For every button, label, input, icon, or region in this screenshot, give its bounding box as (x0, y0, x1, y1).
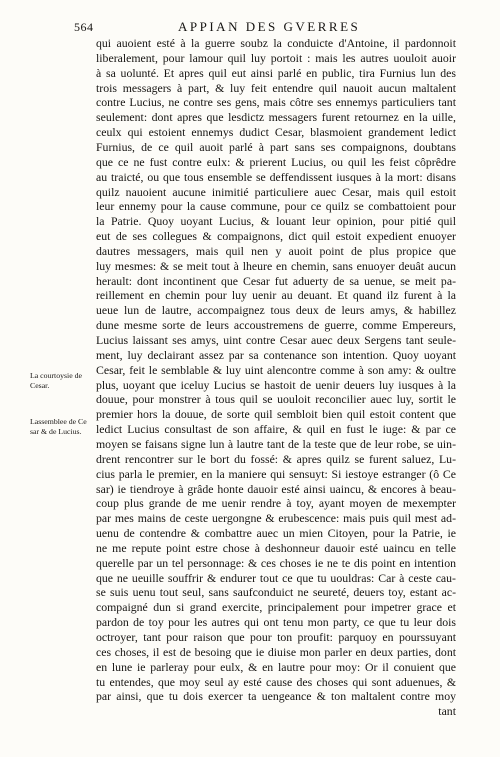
body-line: reillement en chemin pour luy uenir au deuant. Et quand ilz furent à la (96, 288, 456, 303)
body-line: querelle par un tel personnage: & ces choses ie ne te dis point en intention (96, 555, 456, 570)
body-line: ueue lun de lautre, accompaignez tous deux de leurs amys, & habillez (96, 303, 456, 318)
body-line: ment, luy declairant assez par sa contenance son intention. Quoy uoyant (96, 347, 456, 362)
body-line: douue, pour monstrer à tous quil se uouloit reconcilier auec luy, sortit le (96, 392, 456, 407)
body-line: dautres messagers, mais quil nen y auoit point de plus propice que (96, 243, 456, 258)
body-line: tu entendes, que moy seul ay esté cause des choses qui sont aduenues, & (96, 674, 456, 689)
body-line: au traicté, ou que tous ensemble se deffendissent iusques à la mort: disans (96, 169, 456, 184)
margin-note-line: sar & de Lucius. (30, 427, 82, 436)
body-line: contre Lucius, ne contre ses gens, mais côtre ses ennemys particuliers tant (96, 95, 456, 110)
body-line: en lune ie parleray pour eulx, & en lautre pour moy: Or il conuient que (96, 659, 456, 674)
body-line: seulement: dont apres que lesdictz messagers furent retournez en la uille, (96, 110, 456, 125)
body-line: liberalement, pour lamour quil luy portoit : mais les autres uouloit auoir (96, 50, 456, 65)
body-line: Lucius laissant ses amys, uint contre Cesar auec deux Sergens tant seule- (96, 333, 456, 347)
body-line: plus, uoyant que iceluy Lucius se hastoit de uenir deuers luy iusques à la (96, 377, 456, 392)
body-line: ces choses, il est de besoing que ie diuise mon parler en deux parties, dont (96, 644, 456, 659)
body-line: ceulx qui estoient ennemys dudict Cesar, blasmoient grandement ledict (96, 125, 456, 140)
body-line: moyen se faisans signe lun à lautre tant de la teste que de leur robe, se uin- (96, 436, 456, 451)
body-line: tant (438, 704, 456, 719)
body-line: trois messagers à part, & luy feit entendre quil nauoit aucun maltalent (96, 80, 456, 95)
margin-note-line: La courtoysie de (30, 371, 82, 380)
body-line: drent rencontrer sur le bort du fossé: & apres quilz se furent saluez, Lu- (96, 451, 456, 466)
body-line: la Patrie. Quoy uoyant Lucius, & louant leur opinion, pour pitié quil (96, 214, 456, 229)
body-line: leur ennemy pour la cause commune, pour ce quilz se combattoient pour (96, 199, 456, 214)
running-head: APPIAN DES GVERRES (178, 19, 361, 34)
page-number: 564 (74, 20, 94, 34)
body-line: ne me repute point estre chose à deshonneur dauoir esté uaincu en telle (96, 540, 456, 555)
body-line: Furnius, de ce quil auoit parlé à part sans ses compaignons, doubtans (96, 139, 456, 154)
body-line: pardon de toy pour les autres qui ont tenu mon party, ce que tu leur dois (96, 615, 456, 630)
body-line: uenu de contendre & combattre auec un mien Citoyen, pour la Patrie, ie (96, 526, 456, 541)
body-line: Cesar, feit le semblable & luy uint alencontre comme à son amy: & oultre (96, 362, 456, 377)
body-line: par mes mains de ceste uergongne & erubescence: mais puis quil mest ad- (96, 511, 456, 526)
body-line: dune mesme sorte de leurs accoustremens de guerre, comme Empereurs, (96, 318, 456, 333)
margin-note-line: Cesar. (30, 381, 50, 390)
body-line: qui auoient esté à la guerre soubz la conduicte d'Antoine, il pardonnoit (96, 36, 456, 50)
body-line: luy mesmes: & se meit tout à lheure en chemin, sans enuoyer deuât aucun (96, 258, 456, 273)
body-line: quilz nauoient aucune inimitié particuliere auec Cesar, mais quil estoit (96, 184, 456, 199)
body-line: herault: dont incontinent que Cesar fut aduerty de sa uenue, se meit pa- (96, 273, 456, 288)
body-line: se suis uenu tout seul, sans saufconduict ne seureté, deuers toy, estant ac- (96, 585, 456, 600)
body-line: octroyer, tant pour raison que pour ton proufit: parquoy en pourssuyant (96, 630, 456, 644)
body-line: que ce ne fust contre eulx: & prierent Lucius, ou quil les feist côprêdre (96, 154, 456, 169)
body-line: ledict Lucius consultast de son affaire, & quil en fust le iuge: & par ce (96, 422, 456, 437)
body-line: que ne ueuille souffrir & endurer tout ce que tu uouldras: Car à ceste cau- (96, 570, 456, 585)
body-line: compaigné dun si grand exercite, principalement pour impetrer grace et (96, 600, 456, 615)
body-line: sar) ie tiendroye à grâde honte dauoir esté ainsi uaincu, & encores à beau- (96, 481, 456, 496)
body-line: premier hors la douue, de sorte quil sembloit bien quil estoit content que (96, 407, 456, 422)
body-line: cius parla le premier, en la maniere qui sensuyt: Si iestoye estranger (ô Ce (96, 466, 456, 481)
body-line: par ainsi, que tu dois exercer ta uengeance & ton maltalent contre moy (96, 689, 456, 704)
body-line: coup plus grande de me uenir rendre à toy, ayant moyen de mexempter (96, 496, 456, 511)
body-line: à sa uolunté. Et apres quil eut ainsi parlé en public, tira Furnius lun des (96, 65, 456, 80)
margin-note-line: Lassemblee de Ce (30, 417, 87, 426)
body-line: eut de ses collegues & compaignons, dict quil estoit expedient enuoyer (96, 229, 456, 244)
